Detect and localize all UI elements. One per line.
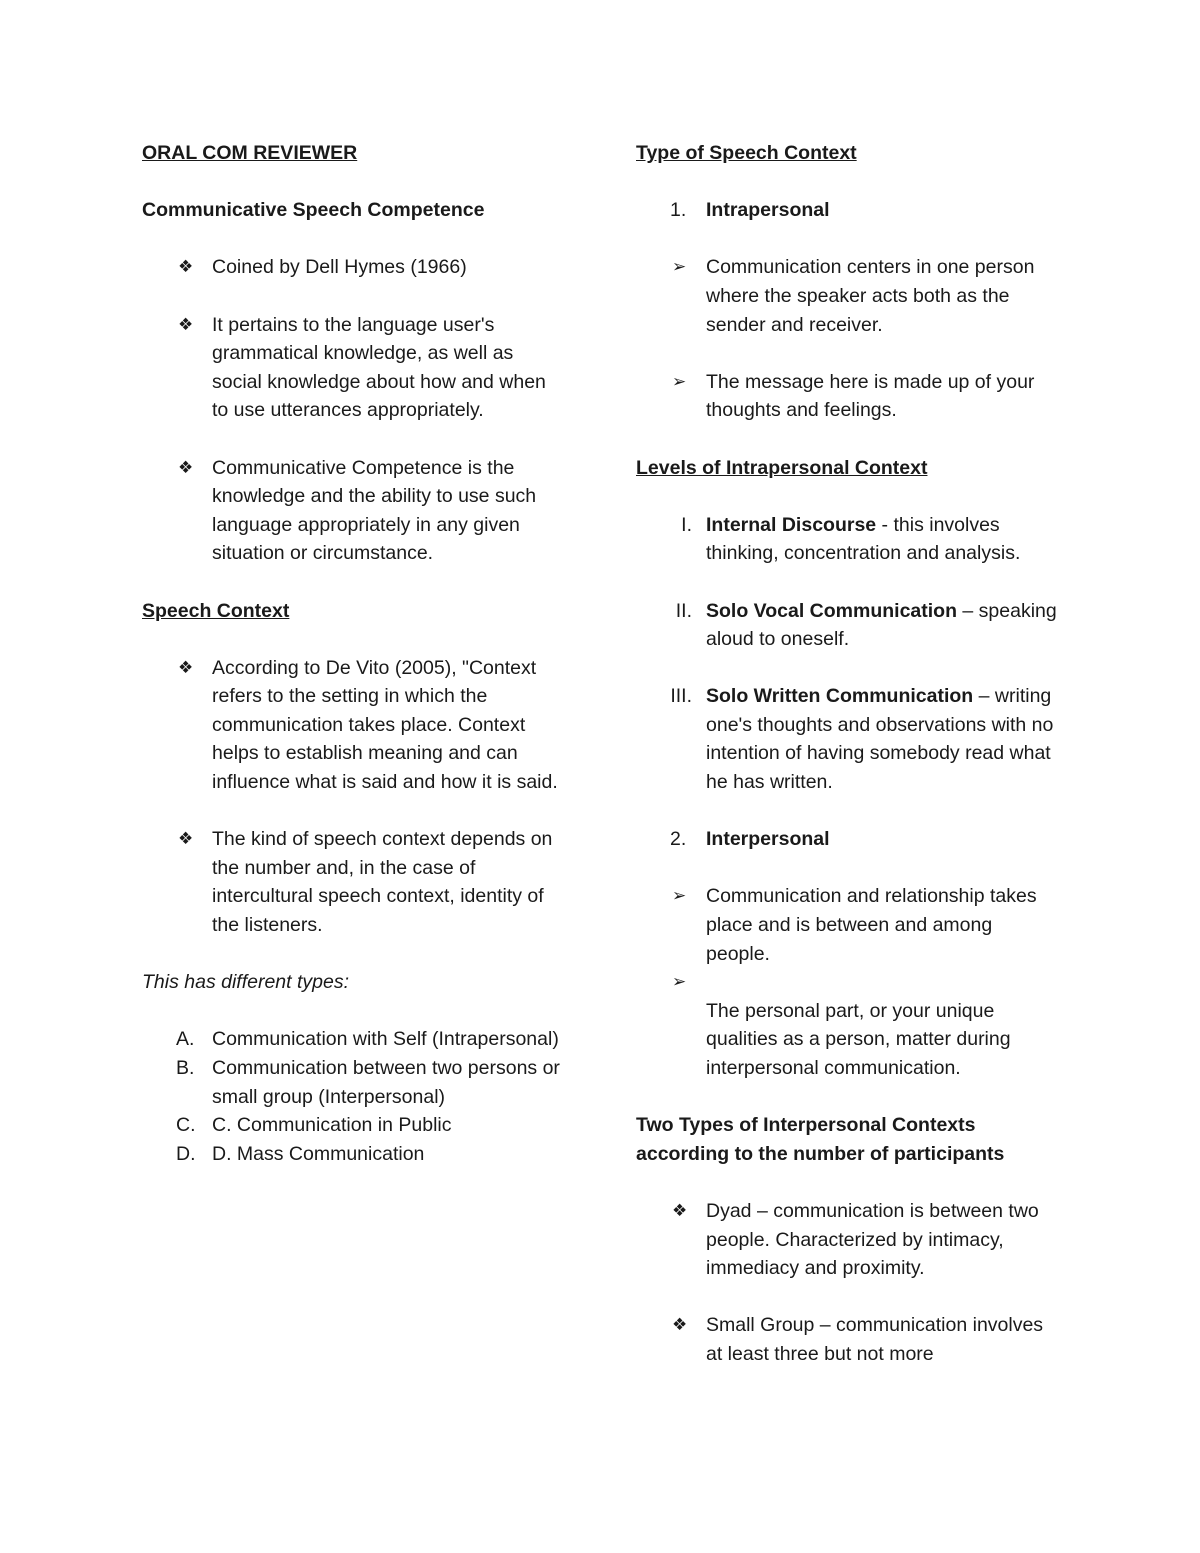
list-item [142, 454, 567, 568]
types-intro: This has different types: [142, 971, 350, 994]
list-item-text: The kind of speech context depends on the number and, in the case of intercultural speech context, identity of the listeners. [212, 828, 553, 937]
document-title: ORAL COM REVIEWER [142, 142, 358, 164]
diamond-bullet-icon: ❖ [178, 257, 194, 277]
level-item [636, 682, 1061, 796]
level-desc: – writing one's thoughts and observations with no intention of having somebody read what he has written. [706, 685, 1054, 794]
list-item-text: The personal part, or your unique qualities as a person, matter during interpersonal communication. [706, 999, 1011, 1079]
levels-heading: Levels of Intrapersonal Context [636, 456, 928, 479]
list-item [142, 825, 567, 939]
list-item [636, 1311, 1061, 1368]
diamond-bullet-icon: ❖ [178, 314, 194, 334]
type-item-text: C. Communication in Public [212, 1114, 452, 1137]
type-item-c [142, 1111, 567, 1140]
list-item [142, 253, 567, 282]
level-desc: - this involves thinking, concentration and analysis. [706, 513, 1021, 565]
diamond-bullet-icon: ❖ [178, 457, 194, 477]
list-item-text: Dyad – communication is between two people. Characterized by intimacy, immediacy and proximity. [706, 1199, 1039, 1280]
roman-marker: III. [670, 685, 692, 708]
list-item-text: The message here is made up of your thoughts and feelings. [706, 370, 1035, 422]
roman-marker: I. [681, 513, 692, 536]
level-term: Solo Vocal Communication [706, 599, 957, 622]
left-column [142, 139, 567, 1168]
arrow-bullet-icon: ➢ [672, 257, 687, 277]
type-item-b [142, 1054, 567, 1111]
arrow-bullet-icon: ➢ [672, 972, 687, 992]
list-item-continuation [636, 997, 1061, 1083]
list-item-text: Communication and relationship takes place and is between and among people. [706, 885, 1037, 965]
list-item-text: Coined by Dell Hymes (1966) [212, 256, 467, 279]
numbered-item-interpersonal [636, 825, 1061, 854]
speech-context-heading: Speech Context [142, 599, 290, 622]
level-item [636, 597, 1061, 654]
arrow-bullet-icon: ➢ [672, 371, 687, 391]
competence-heading: Communicative Speech Competence [142, 199, 485, 222]
level-term: Internal Discourse [706, 513, 877, 536]
list-marker: D. [176, 1142, 196, 1165]
list-item [636, 1197, 1061, 1283]
level-item [636, 511, 1061, 568]
numbered-item-label: Intrapersonal [706, 199, 830, 222]
list-marker: 1. [670, 199, 687, 222]
list-item [636, 882, 1061, 968]
two-types-heading: Two Types of Interpersonal Contexts according to the number of participants [636, 1114, 1005, 1165]
numbered-item-label: Interpersonal [706, 828, 830, 851]
type-item-a [142, 1025, 567, 1054]
list-marker: 2. [670, 828, 687, 851]
arrow-bullet-icon: ➢ [672, 886, 687, 906]
level-term: Solo Written Communication [706, 685, 974, 708]
diamond-bullet-icon: ❖ [672, 1315, 688, 1335]
list-item-text: According to De Vito (2005), "Context refers to the setting in which the communication takes place. Context helps to establish meaning and can influence what is said and how it is said. [212, 656, 558, 794]
list-item-text [706, 971, 711, 993]
roman-marker: II. [675, 599, 692, 622]
diamond-bullet-icon: ❖ [178, 829, 194, 849]
list-item [636, 368, 1061, 425]
list-item-text: Small Group – communication involves at least three but not more [706, 1314, 1044, 1365]
diamond-bullet-icon: ❖ [672, 1200, 688, 1220]
right-column [636, 139, 1061, 1369]
type-item-d [142, 1140, 567, 1169]
list-item [142, 654, 567, 797]
list-marker: C. [176, 1114, 196, 1137]
type-item-text: Communication with Self (Intrapersonal) [212, 1028, 559, 1051]
list-marker: B. [176, 1057, 195, 1079]
numbered-item-intrapersonal [636, 196, 1061, 225]
list-marker: A. [176, 1028, 195, 1051]
type-item-text: D. Mass Communication [212, 1142, 425, 1165]
level-desc: – speaking aloud to oneself. [706, 599, 1057, 651]
diamond-bullet-icon: ❖ [178, 657, 194, 677]
list-item [142, 311, 567, 425]
list-item-text: Communication centers in one person where the speaker acts both as the sender and receiver. [706, 256, 1035, 336]
type-of-speech-context-heading: Type of Speech Context [636, 142, 857, 164]
list-item-empty [636, 968, 1061, 997]
list-item-text: It pertains to the language user's grammatical knowledge, as well as social knowledge about how and when to use utterances appropriately. [212, 313, 546, 422]
list-item [636, 253, 1061, 339]
list-item-text: Communicative Competence is the knowledge and the ability to use such language appropriately in any given situation or circumstance. [212, 456, 537, 565]
type-item-text: Communication between two persons or small group (Interpersonal) [212, 1057, 560, 1108]
